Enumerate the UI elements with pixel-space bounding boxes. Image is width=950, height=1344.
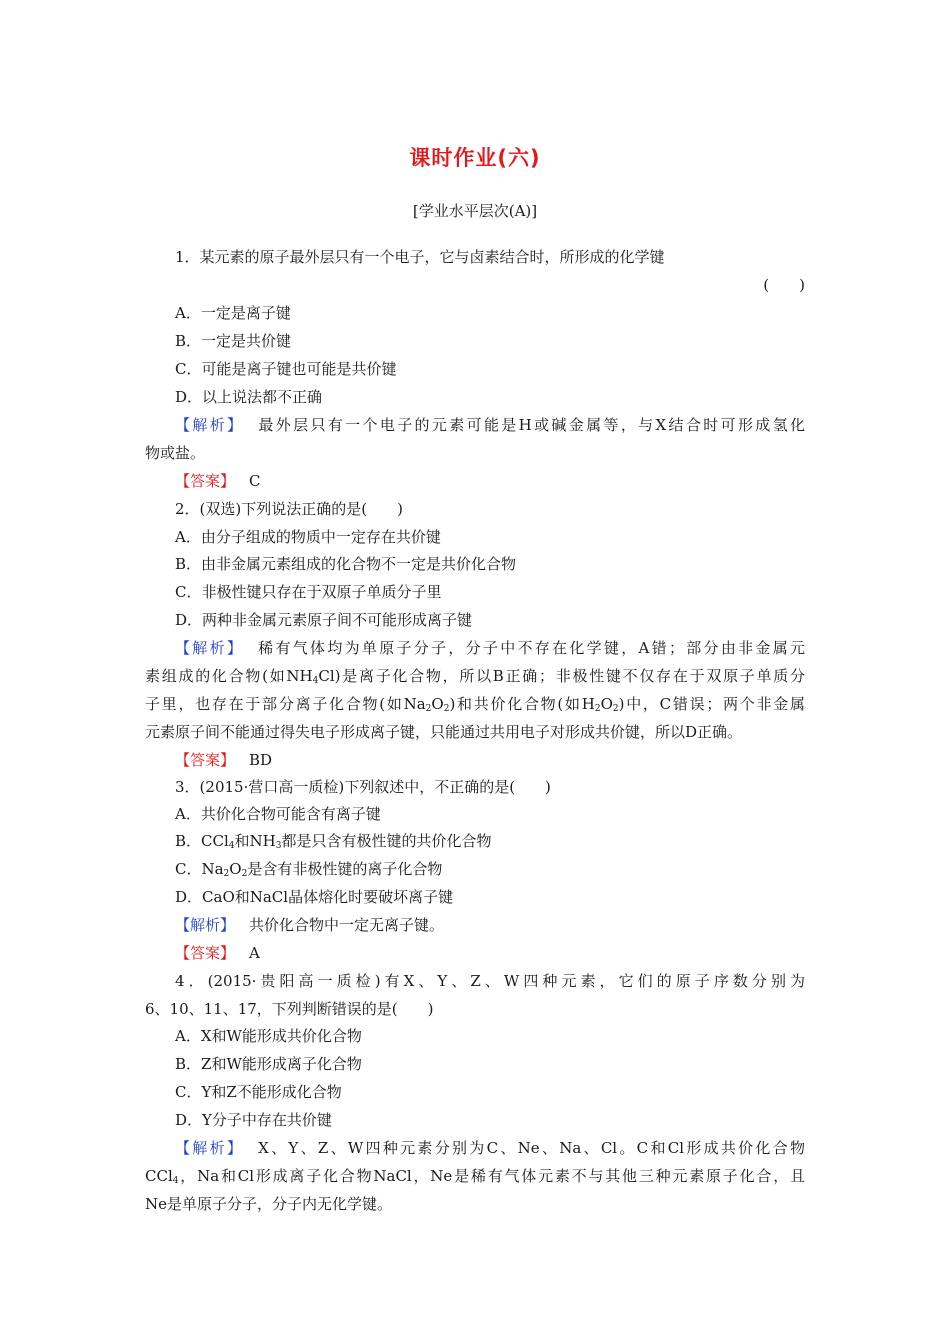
q3-answer-value: A: [249, 944, 260, 962]
q4-analysis-text: X、Y、Z、W四种元素分别为C、Ne、Na、Cl。C和Cl形成共价化合物: [258, 1139, 805, 1157]
q1-option-c: C．可能是离子键也可能是共价键: [175, 360, 397, 378]
q2-analysis-cont-2: 子里，也存在于部分离子化合物(如$Na_2O_2$)和共价化合物(如$H_2O_2$)中，C错误；两个非金属: [145, 695, 805, 714]
q3-option-a: A．共价化合物可能含有离子键: [175, 805, 381, 823]
q2-analysis-text: 稀有气体均为单原子分子，分子中不存在化学键，A错；部分由非金属元: [258, 639, 805, 657]
q4-analysis-cont-1: CCl$_4$，Na和Cl形成离子化合物NaCl，Ne是稀有气体元素不与其他三种元素原子化合，且: [145, 1167, 805, 1186]
q4-analysis: [175, 1134, 805, 1162]
level-subtitle: [学业水平层次(A)]: [412, 202, 538, 220]
q4-stem: 4．(2015·贵阳高一质检)有X、Y、Z、W四种元素，它们的原子序数分别为: [175, 972, 805, 990]
q4-stem-cont: 6、10、11、17，下列判断错误的是( ): [145, 1000, 434, 1018]
answer-tag: 【答案】: [175, 751, 236, 769]
q1-option-b: B．一定是共价键: [175, 332, 292, 350]
q3-option-d: D．CaO和NaCl晶体熔化时要破坏离子键: [175, 888, 454, 906]
q2-answer: [175, 746, 835, 774]
q2-option-b: B．由非金属元素组成的化合物不一定是共价化合物: [175, 555, 517, 573]
q1-analysis-cont: 物或盐。: [145, 444, 206, 462]
q3-option-c: C．$Na_2O_2$是含有非极性键的离子化合物: [175, 860, 443, 879]
q1-option-d: D．以上说法都不正确: [175, 388, 323, 406]
q4-analysis-cont-2: Ne是单原子分子，分子内无化学键。: [145, 1195, 393, 1213]
q2-option-d: D．两种非金属元素原子间不可能形成离子键: [175, 611, 473, 629]
q2-stem: 2．(双选)下列说法正确的是( ): [175, 500, 403, 518]
q3-answer: [175, 939, 835, 967]
q4-option-d: D．Y分子中存在共价键: [175, 1111, 332, 1129]
q1-answer-blank: ( ): [763, 276, 805, 294]
analysis-tag: 【解析】: [175, 416, 245, 434]
q1-stem: 1．某元素的原子最外层只有一个电子，它与卤素结合时，所形成的化学键: [175, 248, 665, 266]
answer-tag: 【答案】: [175, 944, 236, 962]
q4-option-a: A．X和W能形成共价化合物: [175, 1027, 362, 1045]
q2-analysis-cont-3: 元素原子间不能通过得失电子形成离子键，只能通过共用电子对形成共价键，所以D正确。: [145, 723, 743, 741]
q1-option-a: A．一定是离子键: [175, 304, 291, 322]
q2-option-a: A．由分子组成的物质中一定存在共价键: [175, 528, 441, 546]
q3-stem: 3．(2015·营口高一质检)下列叙述中，不正确的是( ): [175, 778, 551, 796]
q4-option-c: C．Y和Z不能形成化合物: [175, 1083, 342, 1101]
q3-option-b: B．CCl$_4$和$NH_3$都是只含有极性键的共价化合物: [175, 832, 492, 851]
q1-answer-value: C: [249, 472, 261, 490]
q1-analysis: [175, 411, 805, 439]
analysis-tag: 【解析】: [175, 1139, 245, 1157]
q2-analysis-cont-1: 素组成的化合物(如$NH_4Cl$)是离子化合物，所以B正确；非极性键不仅存在于双原子单质分: [145, 667, 805, 686]
q4-option-b: B．Z和W能形成离子化合物: [175, 1055, 362, 1073]
q1-analysis-text: 最外层只有一个电子的元素可能是H或碱金属等，与X结合时可形成氢化: [258, 416, 805, 434]
q2-option-c: C．非极性键只存在于双原子单质分子里: [175, 583, 442, 601]
q2-analysis: [175, 634, 805, 662]
analysis-tag: 【解析】: [175, 916, 236, 934]
page-title: 课时作业(六): [409, 146, 541, 170]
q3-analysis: [175, 911, 835, 939]
q3-analysis-text: 共价化合物中一定无离子键。: [249, 916, 445, 934]
q2-answer-value: BD: [249, 751, 273, 769]
q1-answer: [175, 467, 835, 495]
analysis-tag: 【解析】: [175, 639, 245, 657]
answer-tag: 【答案】: [175, 472, 236, 490]
